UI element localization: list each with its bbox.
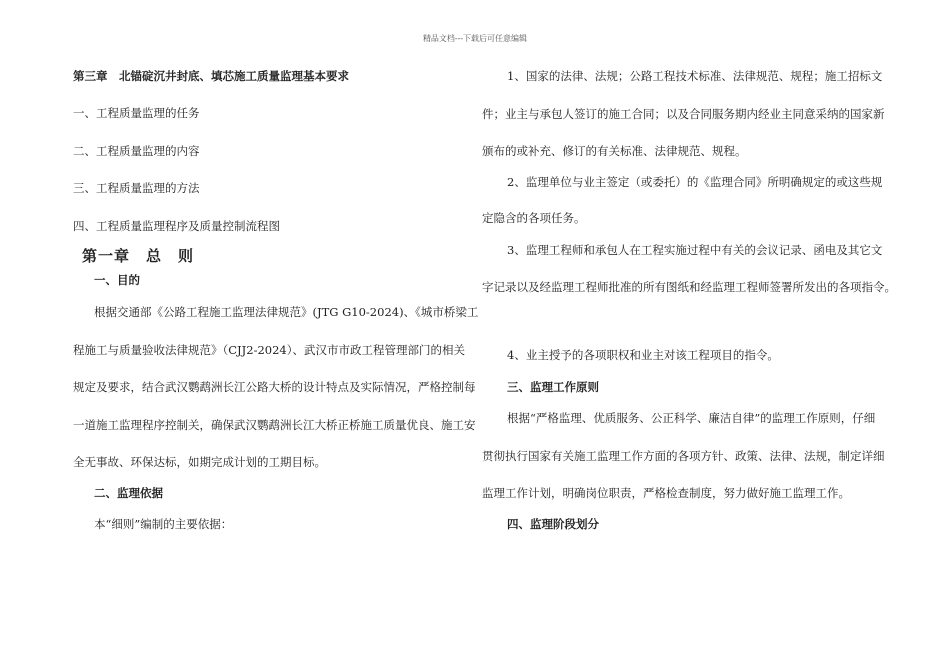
basis-item-3-line: 字记录以及经监理工程师批准的所有图纸和经监理工程师签署所发出的各项指令。 (482, 280, 896, 294)
section-2-intro: 本“细则”编制的主要依据： (94, 517, 233, 531)
section-3-line: 监理工作计划，明确岗位职责，严格检查制度，努力做好施工监理工作。 (482, 486, 850, 500)
toc-item-2: 二、工程质量监理的内容 (73, 144, 200, 158)
toc-item-1: 一、工程质量监理的任务 (73, 106, 200, 120)
section-3-line: 贯彻执行国家有关施工监理工作方面的各项方针、政策、法律、法规，制定详细 (482, 449, 885, 463)
basis-item-4: 4、业主授予的各项职权和业主对该工程项目的指令。 (507, 348, 779, 362)
chapter3-title: 第三章 北锚碇沉井封底、填芯施工质量监理基本要求 (73, 69, 349, 83)
section-2-title: 二、监理依据 (94, 486, 163, 500)
toc-item-4: 四、工程质量监理程序及质量控制流程图 (73, 219, 280, 233)
section-1-line: 一道施工监理程序控制关，确保武汉鹦鹉洲长江大桥正桥施工质量优良、施工安 (73, 418, 476, 432)
section-4-title: 四、监理阶段划分 (507, 517, 599, 531)
basis-item-2-line: 2、监理单位与业主签定（或委托）的《监理合同》所明确规定的或这些规 (507, 175, 883, 189)
section-1-line: 规定及要求，结合武汉鹦鹉洲长江公路大桥的设计特点及实际情况，严格控制每 (73, 380, 476, 394)
basis-item-1-line: 颁布的或补充、修订的有关标准、法律规范、规程。 (482, 144, 747, 158)
chapter1-title: 第一章 总 则 (82, 247, 195, 265)
section-1-line: 根据交通部《公路工程施工监理法律规范》(JTG G10-2024)、《城市桥梁工 (94, 305, 479, 319)
section-1-title: 一、目的 (94, 273, 140, 287)
basis-item-1-line: 件；业主与承包人签订的施工合同；以及合同服务期内经业主同意采纳的国家新 (482, 107, 885, 121)
section-3-line: 根据“严格监理、优质服务、公正科学、廉洁自律”的监理工作原则，仔细 (507, 411, 876, 425)
basis-item-1-line: 1、国家的法律、法规；公路工程技术标准、法律规范、规程；施工招标文 (507, 69, 883, 83)
basis-item-3-line: 3、监理工程师和承包人在工程实施过程中有关的会议记录、函电及其它文 (507, 243, 883, 257)
basis-item-2-line: 定隐含的各项任务。 (482, 211, 586, 225)
section-1-line: 程施工与质量验收法律规范》（CJJ2-2024）、武汉市市政工程管理部门的相关 (73, 343, 465, 357)
section-1-line: 全无事故、环保达标，如期完成计划的工期目标。 (73, 455, 326, 469)
page-header: 精品文档---下载后可任意编辑 (422, 34, 528, 43)
section-3-title: 三、监理工作原则 (507, 380, 599, 394)
toc-item-3: 三、工程质量监理的方法 (73, 181, 200, 195)
